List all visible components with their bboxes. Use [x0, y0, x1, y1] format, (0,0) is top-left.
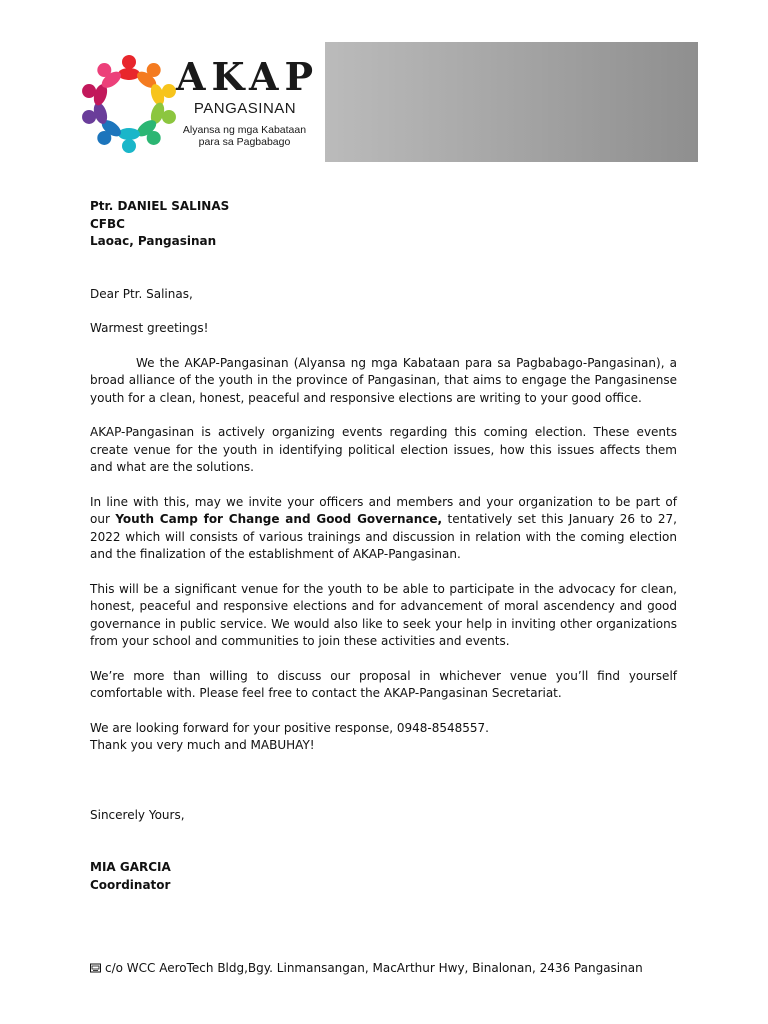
signatory-title: Coordinator — [90, 877, 171, 892]
logo-org-name: PANGASINAN — [193, 100, 297, 117]
contact-line: We are looking forward for your positive response, 0948-8548557. — [90, 720, 489, 735]
signature-block — [90, 859, 677, 894]
invitation-text-end: tentatively set this January 26 to 27, 2022 which will consists of various trainings and discussion in relation with the coming election and the finalization of the establishment of AKAP-Pangasinan. — [90, 512, 677, 561]
event-name: Youth Camp for Change and Good Governance, — [115, 512, 443, 526]
letter-body — [90, 198, 677, 894]
recipient-location: Laoac, Pangasinan — [90, 234, 217, 248]
logo-person-head — [162, 110, 176, 124]
paragraph-discussion: We’re more than willing to discuss our proposal in whichever venue you’ll find yourself comfortable with. Please feel free to contact the AKAP-Pangasinan Secretariat. — [90, 668, 677, 700]
salutation: Dear Ptr. Salinas, — [90, 286, 193, 301]
paragraph-invitation — [90, 494, 677, 564]
people-circle-logo-icon — [77, 52, 181, 156]
logo-person-body — [118, 128, 140, 140]
recipient-org: CFBC — [90, 216, 125, 231]
logo-person-body — [118, 68, 140, 80]
footer-address-text: c/o WCC AeroTech Bldg,Bgy. Linmansangan, MacArthur Hwy, Binalonan, 2436 Pangasinan — [105, 961, 643, 975]
closing: Sincerely Yours, — [90, 807, 185, 822]
logo-person-head — [162, 84, 176, 98]
invitation-text-start: In line with this, may we invite your officers and members and your organization to be part of our — [90, 494, 677, 526]
recipient-name: Ptr. DANIEL SALINAS — [90, 199, 230, 213]
footer-address — [90, 960, 690, 977]
paragraph-intro: We the AKAP-Pangasinan (Alyansa ng mga Kabataan para sa Pagbabago-Pangasinan), a broad alliance of the youth in the province of Pangasinan, that aims to engage the Pangasinense youth for a clean, honest, peaceful and responsive elections are writing to your good office. — [90, 355, 677, 405]
mailbox-icon — [90, 962, 101, 973]
greeting: Warmest greetings! — [90, 321, 209, 335]
logo-person-head — [122, 139, 136, 153]
logo-tagline — [177, 124, 312, 148]
organization-logo — [67, 42, 325, 162]
logo-person-head — [82, 110, 96, 124]
logo-tagline-line1: Alyansa ng mga Kabataan — [182, 124, 307, 136]
logo-person-head — [82, 84, 96, 98]
paragraph-significance: This will be a significant venue for the youth to be able to participate in the advocacy for clean, honest, peaceful and responsive elections and for advancement of moral ascendency and good governance in public service. We would also like to seek your help in inviting other organizations from your school and communities to join these activities and events. — [90, 581, 677, 648]
thanks-line: Thank you very much and MABUHAY! — [90, 738, 315, 752]
paragraph-events: AKAP-Pangasinan is actively organizing events regarding this coming election. These events create venue for the youth in identifying political election issues, how this issues affects them and what are the solutions. — [90, 425, 677, 474]
signatory-name: MIA GARCIA — [90, 860, 171, 874]
recipient-block — [90, 198, 677, 251]
logo-person-head — [122, 55, 136, 69]
logo-script-text: AKAP — [175, 54, 320, 99]
logo-tagline-line2: para sa Pagbabago — [198, 136, 291, 148]
